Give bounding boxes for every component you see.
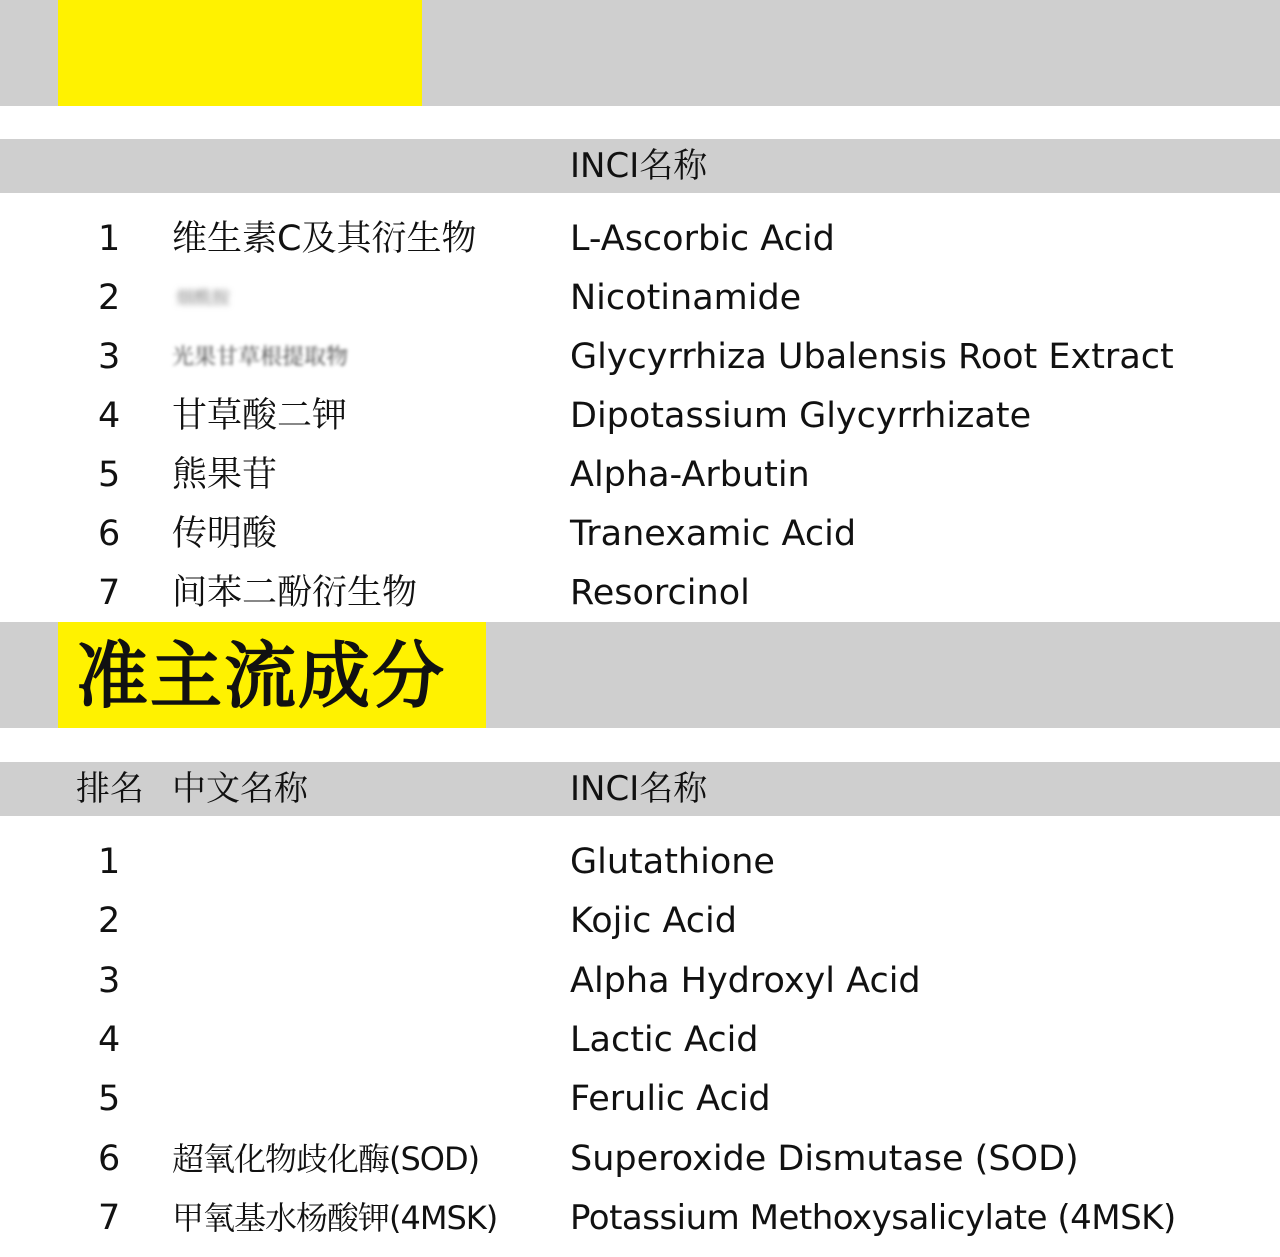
inci-name-cell: L-Ascorbic Acid	[570, 219, 835, 259]
table-row	[0, 564, 1280, 623]
rank-cell: 4	[98, 396, 121, 436]
table-row	[0, 1130, 1280, 1189]
chinese-name-cell: 熊果苷	[172, 455, 278, 495]
section2-header-chinese: 中文名称	[172, 769, 308, 809]
table-row	[0, 269, 1280, 328]
section2-header-inci: INCI名称	[570, 769, 708, 809]
rank-cell: 7	[98, 1198, 121, 1238]
inci-name-cell: Glycyrrhiza Ubalensis Root Extract	[570, 337, 1174, 377]
rank-cell: 2	[98, 901, 121, 941]
chinese-name-cell: 间苯二酚衍生物	[172, 573, 418, 613]
inci-name-cell: Resorcinol	[570, 573, 750, 613]
chinese-name-cell: 光果甘草根提取物	[172, 345, 349, 370]
section2-title: 准主流成分	[76, 634, 447, 718]
inci-name-cell: Alpha Hydroxyl Acid	[570, 961, 921, 1001]
rank-cell: 5	[98, 455, 121, 495]
table-row	[0, 387, 1280, 446]
chinese-name-cell: 传明酸	[172, 514, 278, 554]
rank-cell: 4	[98, 1020, 121, 1060]
rank-cell: 6	[98, 514, 121, 554]
inci-name-cell: Glutathione	[570, 842, 775, 882]
chinese-name-cell: 甲氧基水杨酸钾(4MSK)	[172, 1199, 498, 1237]
rank-cell: 5	[98, 1079, 121, 1119]
table-row	[0, 1070, 1280, 1129]
inci-name-cell: Ferulic Acid	[570, 1079, 771, 1119]
top-title-highlight	[58, 0, 422, 106]
inci-name-cell: Dipotassium Glycyrrhizate	[570, 396, 1032, 436]
inci-name-cell: Nicotinamide	[570, 278, 802, 318]
table-row	[0, 1189, 1280, 1248]
table-row	[0, 505, 1280, 564]
table-row	[0, 952, 1280, 1011]
table-row	[0, 892, 1280, 951]
rank-cell: 3	[98, 337, 121, 377]
inci-name-cell: Alpha-Arbutin	[570, 455, 810, 495]
rank-cell: 2	[98, 278, 121, 318]
table-row	[0, 210, 1280, 269]
section1-header-inci: INCI名称	[570, 146, 708, 186]
rank-cell: 3	[98, 961, 121, 1001]
table-row	[0, 833, 1280, 892]
chinese-name-cell: 超氧化物歧化酶(SOD)	[172, 1140, 480, 1178]
rank-cell: 7	[98, 573, 121, 613]
rank-cell: 1	[98, 842, 121, 882]
inci-name-cell: Superoxide Dismutase (SOD)	[570, 1139, 1079, 1179]
inci-name-cell: Potassium Methoxysalicylate (4MSK)	[570, 1198, 1176, 1238]
section2-header-rank: 排名	[76, 769, 144, 809]
chinese-name-cell: 烟酰胺	[176, 288, 230, 309]
table-row	[0, 446, 1280, 505]
chinese-name-cell: 甘草酸二钾	[172, 396, 348, 436]
rank-cell: 1	[98, 219, 121, 259]
inci-name-cell: Kojic Acid	[570, 901, 737, 941]
table-row	[0, 328, 1280, 387]
rank-cell: 6	[98, 1139, 121, 1179]
inci-name-cell: Lactic Acid	[570, 1020, 759, 1060]
table-row	[0, 1011, 1280, 1070]
chinese-name-cell: 维生素C及其衍生物	[172, 219, 477, 259]
inci-name-cell: Tranexamic Acid	[570, 514, 857, 554]
